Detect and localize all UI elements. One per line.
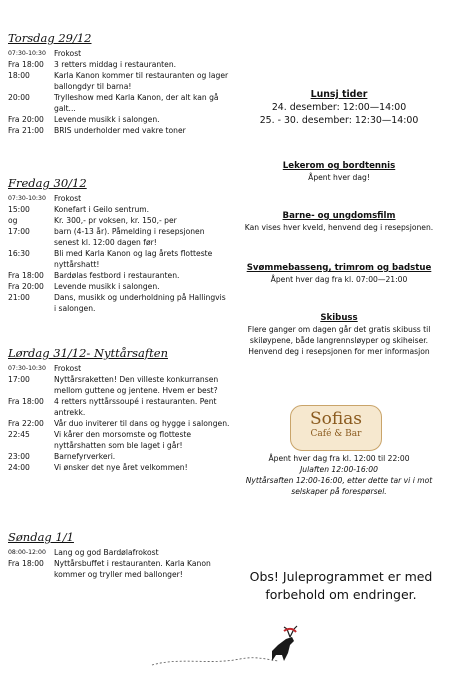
cafe-logo — [290, 405, 382, 451]
day-title: Fredag 30/12 — [8, 176, 87, 190]
schedule-row — [8, 248, 230, 270]
row-time: Fra 18:00 — [8, 60, 44, 69]
cafe-hours: Åpent hver dag fra kl. 12:00 til 22:00 — [268, 454, 410, 463]
row-time: og — [8, 216, 18, 225]
section-line: Åpent hver dag fra kl. 07:00—21:00 — [270, 275, 408, 284]
schedule-row — [8, 374, 230, 396]
row-time: 21:00 — [8, 293, 30, 302]
schedule-row — [8, 292, 230, 314]
section-title: Skibuss — [320, 313, 358, 323]
section-title: Lekerom og bordtennis — [282, 161, 396, 171]
section-line: Åpent hver dag! — [308, 173, 370, 182]
row-text: Barnefyrverkeri. — [54, 452, 116, 461]
schedule-row — [8, 547, 230, 558]
reindeer-figure — [272, 626, 297, 661]
schedule-row — [8, 59, 230, 70]
dotted-trail — [152, 658, 278, 665]
row-text: Lang og god Bardølafrokost — [54, 548, 159, 557]
row-text: Bli med Karla Kanon og lag årets flotteste nyttårshatt! — [54, 249, 213, 269]
cafe-italic-line: selskaper på forespørsel. — [291, 487, 387, 496]
row-text: Trylleshow med Karla Kanon, der alt kan gå galt... — [54, 93, 219, 113]
lunch-info — [234, 88, 444, 127]
row-text: Levende musikk i salongen. — [54, 282, 160, 291]
day-thursday — [8, 31, 230, 136]
row-time: Fra 18:00 — [8, 559, 44, 568]
row-time: Fra 22:00 — [8, 419, 44, 428]
row-text: Frokost — [54, 194, 82, 203]
row-text: 4 retters nyttårssoupé i restauranten. Pent antrekk. — [54, 397, 217, 417]
section-pool — [234, 262, 444, 285]
row-time: 15:00 — [8, 205, 30, 214]
day-saturday — [8, 346, 230, 473]
section-playroom — [234, 160, 444, 183]
schedule-row — [8, 204, 230, 215]
row-text: Konefart i Geilo sentrum. — [54, 205, 150, 214]
reindeer-icon — [150, 615, 300, 675]
row-text: Bardølas festbord i restauranten. — [54, 271, 180, 280]
schedule-row — [8, 92, 230, 114]
row-text: Dans, musikk og underholdning på Hallingvis i salongen. — [54, 293, 226, 313]
row-time: Fra 21:00 — [8, 126, 44, 135]
row-text: Frokost — [54, 364, 82, 373]
row-text: BRIS underholder med vakre toner — [54, 126, 186, 135]
schedule-row — [8, 281, 230, 292]
row-time: 17:00 — [8, 375, 30, 384]
row-text: Levende musikk i salongen. — [54, 115, 160, 124]
schedule-row — [8, 215, 230, 226]
row-time: 16:30 — [8, 249, 30, 258]
notice-line: Obs! Juleprogrammet er med — [249, 569, 433, 584]
cafe-info — [234, 453, 444, 497]
logo-subtitle: Café & Bar — [310, 429, 362, 439]
section-skibus — [234, 312, 444, 357]
logo-name: Sofias — [309, 409, 363, 429]
ribbon-shape — [284, 629, 296, 632]
day-sunday — [8, 530, 230, 580]
schedule-row — [8, 558, 230, 580]
row-text: Vi ønsker det nye året velkommen! — [54, 463, 188, 472]
schedule-row — [8, 462, 230, 473]
schedule-row — [8, 418, 230, 429]
row-text: Nyttårsbuffet i restauranten. Karla Kanon kommer og tryller med ballonger! — [54, 559, 211, 579]
row-time: 07:30-10:30 — [8, 50, 46, 57]
schedule-row — [8, 48, 230, 59]
schedule-row — [8, 70, 230, 92]
row-text: Nyttårsraketten! Den villeste konkurransen mellom guttene og jentene. Hvem er best? — [54, 375, 219, 395]
row-time: 07:30-10:30 — [8, 195, 46, 202]
schedule-row — [8, 125, 230, 136]
row-text: Frokost — [54, 49, 82, 58]
schedule-row — [8, 226, 230, 248]
schedule-row — [8, 193, 230, 204]
row-text: Vi kårer den morsomste og flotteste nyttårshatten som ble laget i går! — [54, 430, 192, 450]
schedule-row — [8, 270, 230, 281]
schedule-row — [8, 114, 230, 125]
section-line: Flere ganger om dagen går det gratis skibuss til — [247, 325, 431, 334]
schedule-row — [8, 396, 230, 418]
section-film — [234, 210, 444, 233]
row-text: Vår duo inviterer til dans og hygge i salongen. — [54, 419, 230, 428]
section-line: Henvend deg i resepsjonen for mer informasjon — [248, 347, 430, 356]
row-time: Fra 20:00 — [8, 115, 44, 124]
notice-line: forbehold om endringer. — [265, 587, 417, 602]
row-text: 3 retters middag i restauranten. — [54, 60, 177, 69]
lunch-line: 24. desember: 12:00—14:00 — [271, 102, 407, 113]
cafe-italic-line: Nyttårsaften 12:00-16:00, etter dette tar vi i mot — [245, 476, 433, 485]
cafe-italic-line: Julaften 12:00-16:00 — [300, 465, 378, 474]
lunch-line: 25. - 30. desember: 12:30—14:00 — [259, 115, 419, 126]
row-time: 23:00 — [8, 452, 30, 461]
row-time: 17:00 — [8, 227, 30, 236]
notice — [236, 568, 446, 604]
row-text: Karla Kanon kommer til restauranten og lager ballongdyr til barna! — [54, 71, 229, 91]
section-line: Kan vises hver kveld, henvend deg i resepsjonen. — [244, 223, 434, 232]
day-title: Lørdag 31/12- Nyttårsaften — [8, 346, 168, 360]
section-title: Barne- og ungdomsfilm — [282, 211, 396, 221]
row-text: Kr. 300,- pr voksen, kr. 150,- per — [54, 216, 177, 225]
row-text: barn (4-13 år). Påmelding i resepsjonen senest kl. 12:00 dagen før! — [54, 227, 205, 247]
schedule-row — [8, 451, 230, 462]
row-time: Fra 20:00 — [8, 282, 44, 291]
day-title: Søndag 1/1 — [8, 530, 74, 544]
section-title: Svømmebasseng, trimrom og badstue — [246, 263, 432, 273]
day-title: Torsdag 29/12 — [8, 31, 92, 45]
row-time: 24:00 — [8, 463, 30, 472]
day-friday — [8, 176, 230, 314]
row-time: 18:00 — [8, 71, 30, 80]
row-time: Fra 18:00 — [8, 397, 44, 406]
row-time: 07:30-10:30 — [8, 365, 46, 372]
lunch-title: Lunsj tider — [310, 89, 368, 100]
schedule-row — [8, 363, 230, 374]
row-time: Fra 18:00 — [8, 271, 44, 280]
row-time: 08:00-12:00 — [8, 549, 46, 556]
row-time: 22:45 — [8, 430, 30, 439]
row-time: 20:00 — [8, 93, 30, 102]
schedule-row — [8, 429, 230, 451]
section-line: skiløypene, både langrennsløyper og skiheiser. — [249, 336, 429, 345]
